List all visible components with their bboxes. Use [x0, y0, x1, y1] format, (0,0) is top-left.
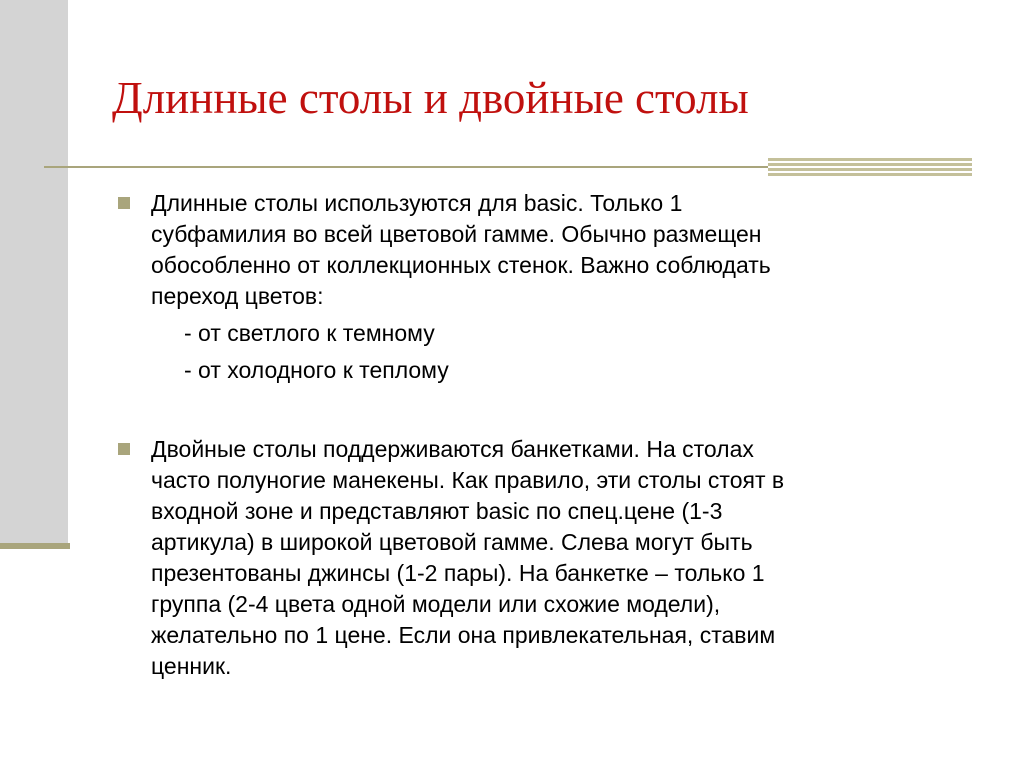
text-line: субфамилия во всей цветовой гамме. Обычно размещен: [151, 221, 762, 247]
text-line: обособленно от коллекционных стенок. Важно соблюдать: [151, 252, 771, 278]
text-line: желательно по 1 цене. Если она привлекательная, ставим: [151, 622, 776, 648]
slide-body: [118, 188, 918, 682]
text-line: переход цветов:: [151, 283, 324, 309]
square-bullet-icon: [118, 197, 130, 209]
paragraph-spacer: [118, 386, 918, 434]
text-line: Длинные столы используются для basic. Только 1: [151, 190, 683, 216]
bullet-paragraph-double-tables: [118, 434, 918, 682]
square-bullet-icon: [118, 443, 130, 455]
text-line: группа (2-4 цвета одной модели или схожие модели),: [151, 591, 721, 617]
left-side-bar: [0, 0, 68, 545]
sub-item-light-to-dark: - от светлого к темному: [184, 320, 435, 346]
sub-item-cold-to-warm: - от холодного к теплому: [184, 357, 449, 383]
title-divider-accent: [768, 158, 972, 178]
slide-title: Длинные столы и двойные столы: [112, 73, 749, 123]
left-side-bar-accent: [0, 543, 70, 549]
text-line: артикула) в широкой цветовой гамме. Слева могут быть: [151, 529, 753, 555]
text-line: Двойные столы поддерживаются банкетками. На столах: [151, 436, 754, 462]
text-line: входной зоне и представляют basic по спец.цене (1-3: [151, 498, 723, 524]
text-line: ценник.: [151, 653, 232, 679]
text-line: часто полуногие манекены. Как правило, эти столы стоят в: [151, 467, 785, 493]
bullet-paragraph-long-tables: [118, 188, 918, 386]
text-line: презентованы джинсы (1-2 пары). На банкетке – только 1: [151, 560, 765, 586]
